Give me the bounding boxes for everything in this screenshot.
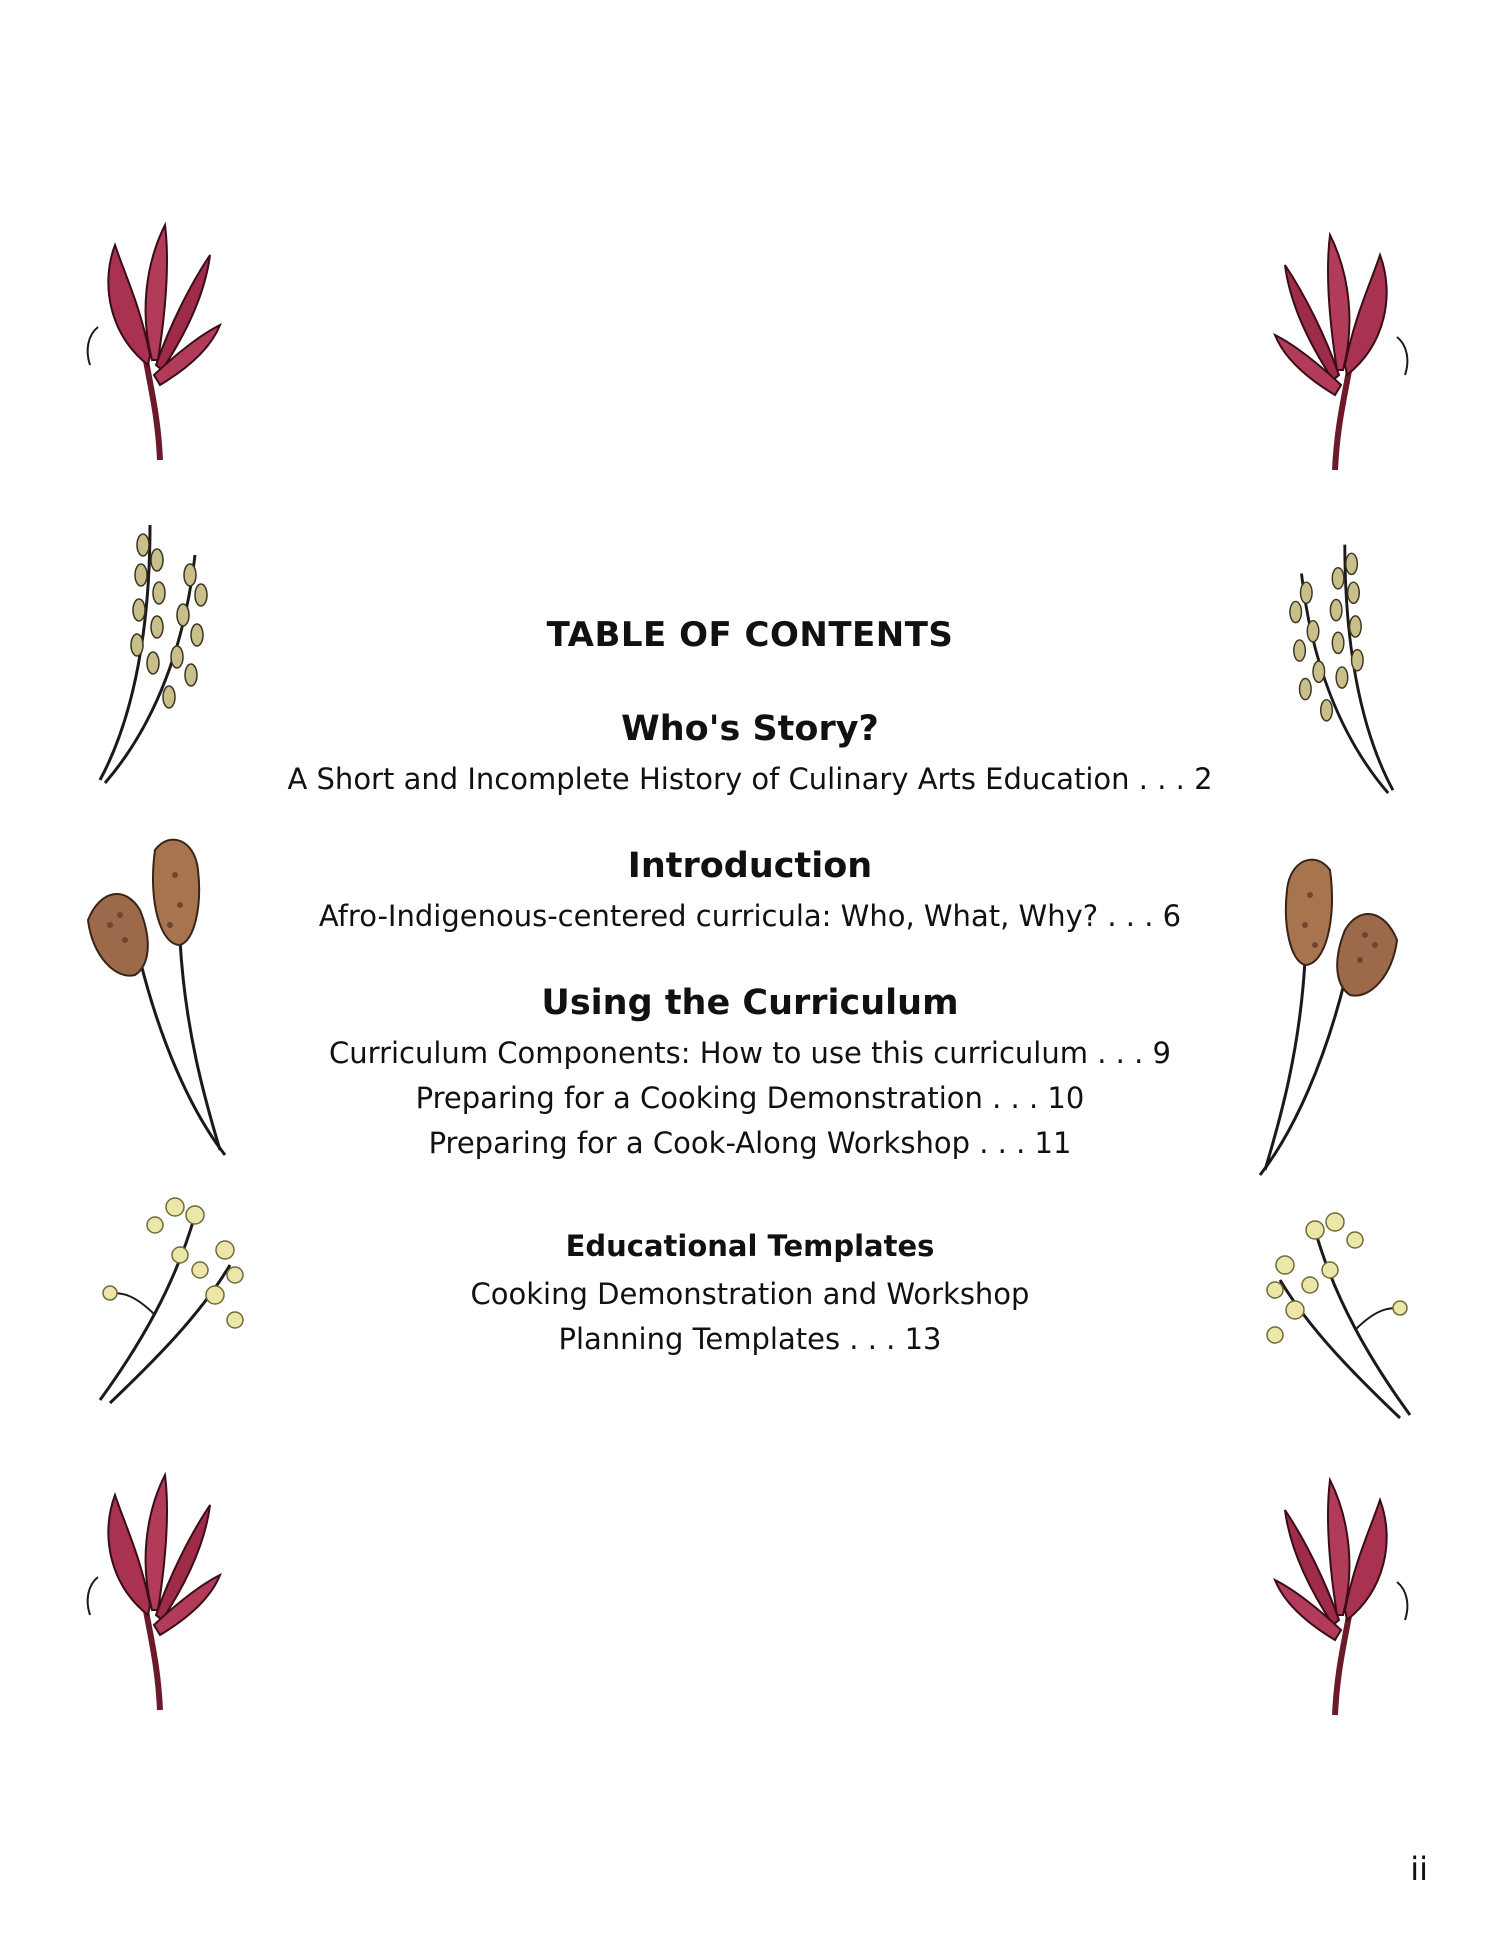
toc-entry[interactable]: Preparing for a Cook-Along Workshop . . . 11 xyxy=(428,1126,1072,1160)
toc-entry[interactable]: Planning Templates . . . 13 xyxy=(558,1322,942,1356)
table-of-contents xyxy=(250,615,1250,1404)
toc-entry[interactable]: A Short and Incomplete History of Culinary Arts Education . . . 2 xyxy=(287,762,1213,796)
section-heading: Using the Curriculum xyxy=(541,983,959,1023)
toc-entry[interactable]: Cooking Demonstration and Workshop xyxy=(470,1277,1030,1311)
toc-entry[interactable]: Afro-Indigenous-centered curricula: Who, What, Why? . . . 6 xyxy=(318,899,1182,933)
amaranth-plant-icon xyxy=(1265,225,1425,475)
page-number: ii xyxy=(1410,1850,1428,1888)
toc-section-introduction xyxy=(250,844,1250,939)
amaranth-plant-icon xyxy=(70,1465,230,1715)
mustard-flower-icon xyxy=(95,1195,245,1405)
section-heading: Introduction xyxy=(627,846,873,886)
amaranth-plant-icon xyxy=(70,215,230,465)
toc-section-whos-story xyxy=(250,707,1250,802)
sorghum-plant-icon xyxy=(80,830,230,1160)
amaranth-plant-icon xyxy=(1265,1470,1425,1720)
toc-section-educational-templates xyxy=(250,1226,1250,1362)
wheat-sprig-icon xyxy=(95,515,215,785)
sorghum-plant-icon xyxy=(1255,850,1405,1180)
toc-title: TABLE OF CONTENTS xyxy=(546,615,954,655)
toc-entry[interactable]: Curriculum Components: How to use this curriculum . . . 9 xyxy=(329,1036,1171,1070)
section-heading: Who's Story? xyxy=(621,709,879,749)
toc-section-using-the-curriculum xyxy=(250,981,1250,1166)
toc-entry[interactable]: Preparing for a Cooking Demonstration . . . 10 xyxy=(415,1081,1085,1115)
wheat-sprig-icon xyxy=(1270,535,1410,795)
mustard-flower-icon xyxy=(1265,1210,1415,1420)
section-heading: Educational Templates xyxy=(565,1229,935,1263)
